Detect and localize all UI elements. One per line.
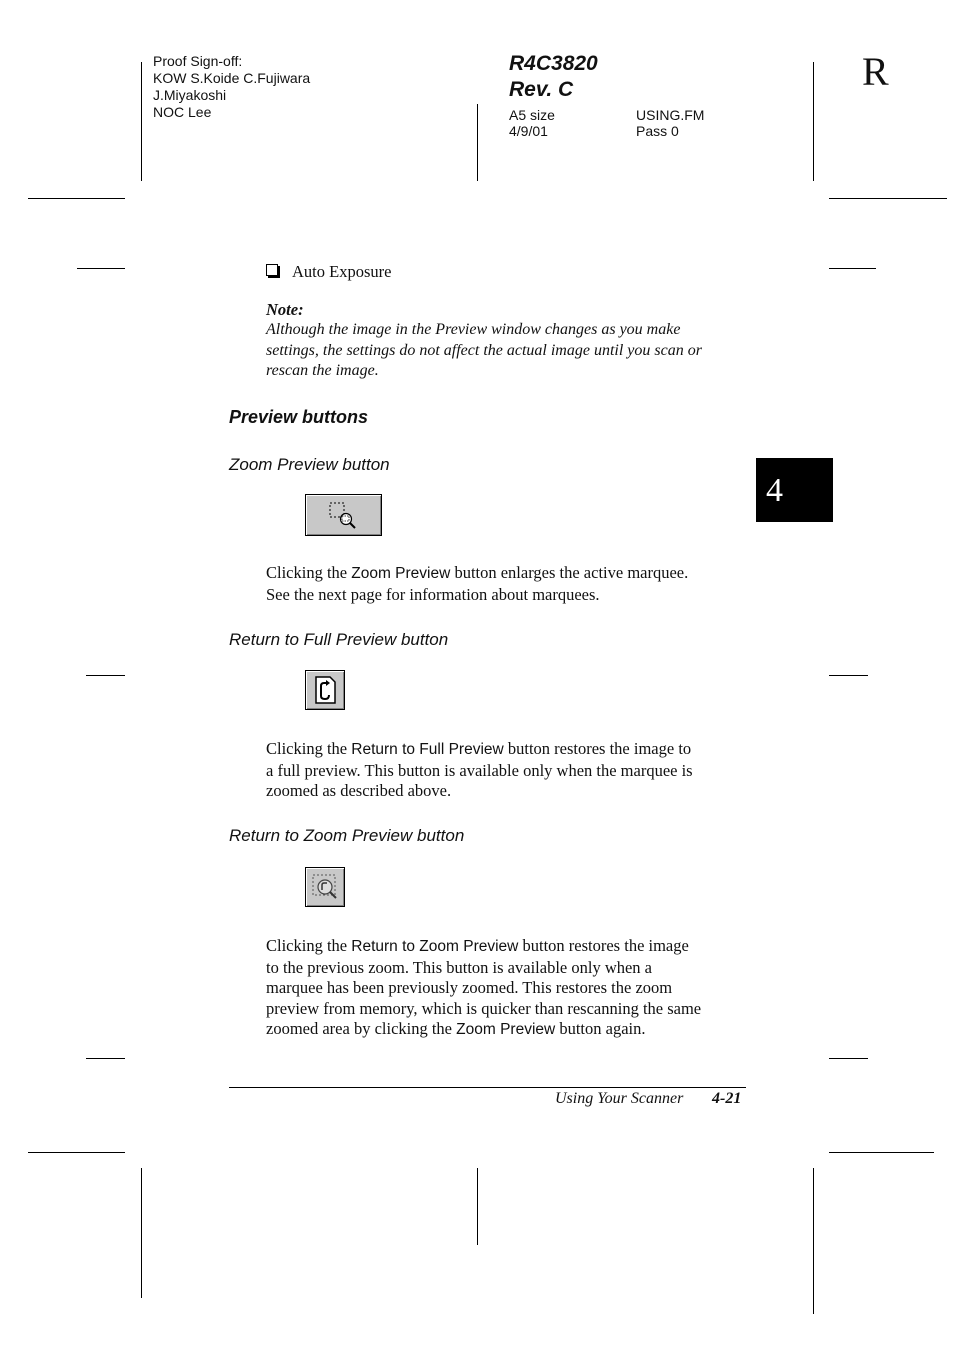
document-code <box>509 51 598 103</box>
zoom-preview-description: Clicking the Zoom Preview button enlarges the active marquee. See the next page for information about marquees. <box>266 563 689 604</box>
crop-mark <box>141 1168 142 1298</box>
note-heading: Note: <box>266 300 304 319</box>
crop-mark <box>829 1058 868 1059</box>
crop-mark <box>28 198 125 199</box>
return-zoom-preview-icon <box>306 868 344 906</box>
zoom-preview-heading: Zoom Preview button <box>229 455 390 474</box>
code-line-1: R4C3820 <box>509 52 598 75</box>
return-full-preview-button[interactable] <box>305 670 345 710</box>
chapter-tab <box>756 458 833 522</box>
crop-mark <box>477 104 478 181</box>
footer-rule <box>229 1087 746 1088</box>
return-zoom-preview-button[interactable] <box>305 867 345 907</box>
proof-line: Proof Sign-off: <box>153 53 243 69</box>
note-body <box>266 320 746 382</box>
note-line: settings, the settings do not affect the actual image until you scan or <box>266 341 702 359</box>
proof-line: J.Miyakoshi <box>153 87 227 103</box>
crop-mark <box>813 1168 814 1314</box>
file-name: USING.FM <box>636 107 705 123</box>
page-number: 4-21 <box>712 1090 742 1107</box>
crop-mark <box>141 62 142 181</box>
print-date: 4/9/01 <box>509 123 548 139</box>
ui-term: Return to Full Preview <box>351 741 504 758</box>
ui-term: Return to Zoom Preview <box>351 938 519 955</box>
crop-mark <box>86 675 125 676</box>
crop-mark <box>829 1152 934 1153</box>
section-title: Preview buttons <box>229 407 369 427</box>
crop-mark <box>77 268 125 269</box>
note-line: rescan the image. <box>266 362 379 379</box>
crop-mark <box>813 62 814 181</box>
checkbox-bullet-icon <box>266 264 278 276</box>
note-line: Although the image in the Preview window changes as you make <box>266 321 681 338</box>
crop-mark <box>28 1152 125 1153</box>
proof-line: NOC Lee <box>153 104 212 120</box>
chapter-number: 4 <box>766 472 783 509</box>
page-size: A5 size <box>509 107 555 123</box>
crop-mark <box>829 198 947 199</box>
crop-mark <box>86 1058 125 1059</box>
zoom-return-heading: Return to Zoom Preview button <box>229 826 465 845</box>
crop-mark <box>477 1168 478 1245</box>
footer-chapter: Using Your Scanner <box>555 1090 684 1107</box>
proof-line: KOW S.Koide C.Fujiwara <box>153 70 311 86</box>
bullet-text: Auto Exposure <box>292 262 392 281</box>
pass-number: Pass 0 <box>636 123 679 139</box>
zoom-return-description: Clicking the Return to Zoom Preview button restores the image to the previous zoom. This button is available only when a marquee has been previously zoomed. This restores the zoom preview from memory, which is quicker than rescanning the same zoomed area by clicking the Zoom Preview button again. <box>266 936 702 1038</box>
ui-term: Zoom Preview <box>351 565 451 582</box>
zoom-preview-icon <box>306 495 381 535</box>
return-full-preview-icon <box>306 671 344 709</box>
crop-mark <box>829 268 876 269</box>
ui-term: Zoom Preview <box>456 1021 556 1038</box>
proof-signoff <box>153 53 310 121</box>
zoom-preview-button[interactable] <box>305 494 382 536</box>
full-preview-description: Clicking the Return to Full Preview button restores the image to a full preview. This button is available only when the marquee is zoomed as described above. <box>266 739 693 800</box>
corner-letter: R <box>862 49 889 94</box>
crop-mark <box>829 675 868 676</box>
full-preview-heading: Return to Full Preview button <box>229 630 449 649</box>
bullet-item <box>266 262 391 282</box>
code-line-2: Rev. C <box>509 78 574 101</box>
